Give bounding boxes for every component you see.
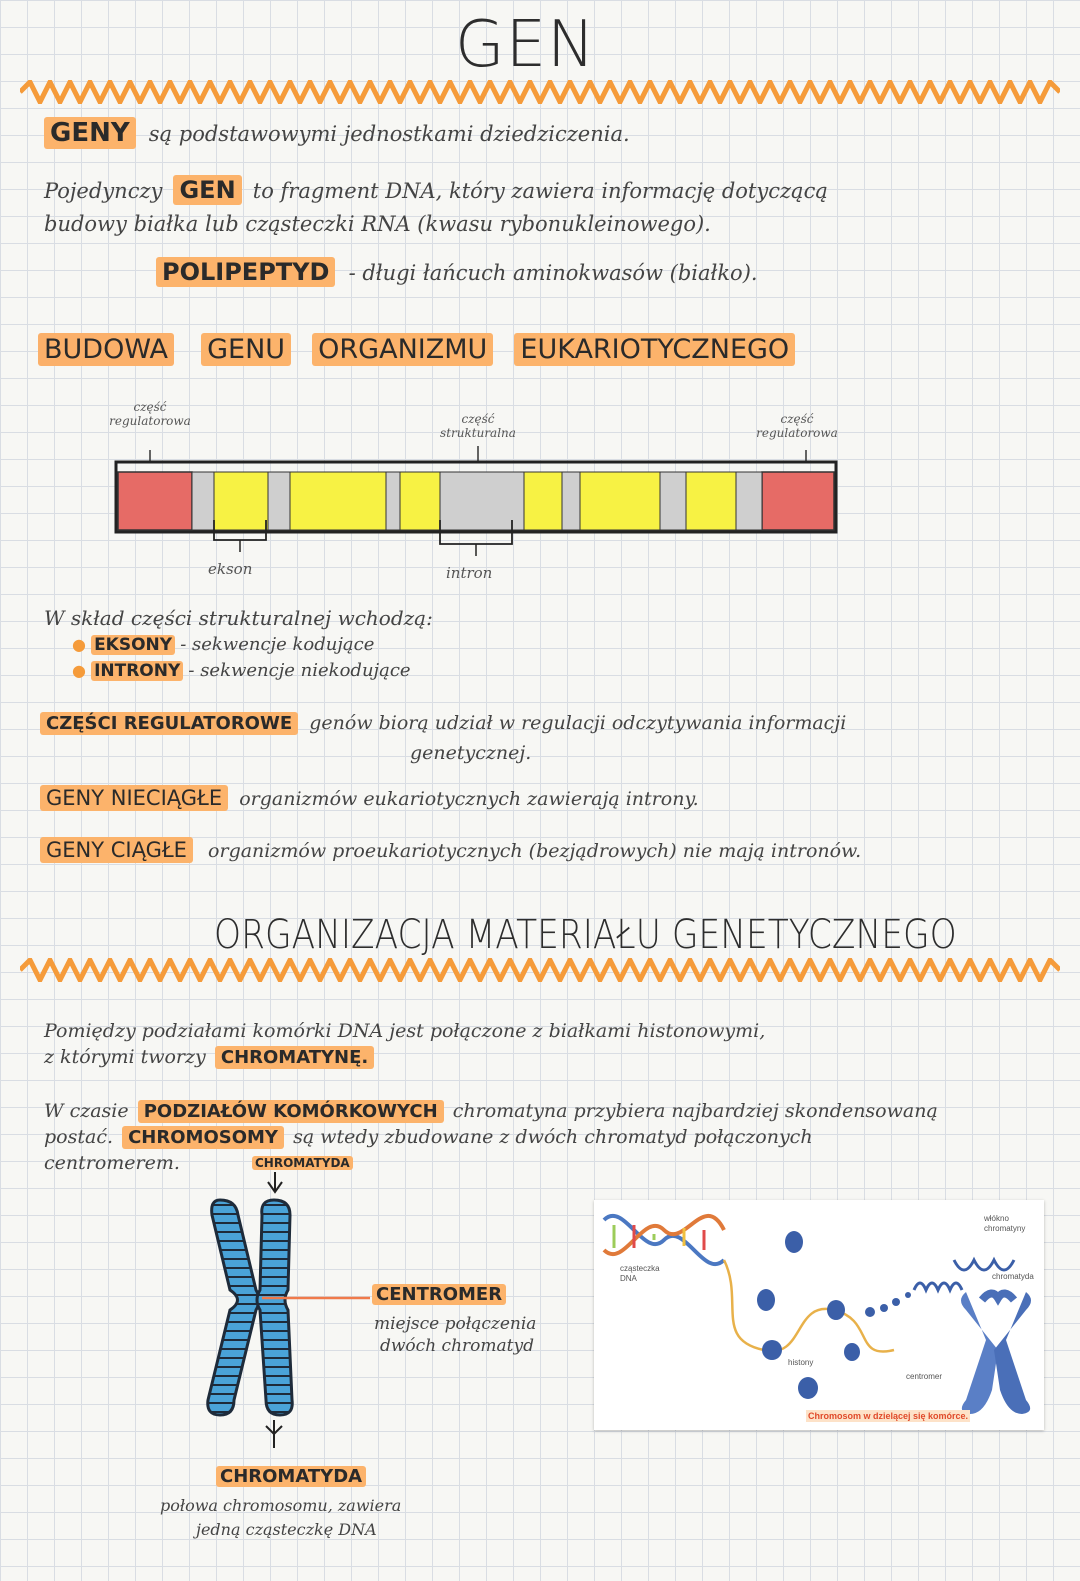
organization-text-2a: W czasie: [44, 1100, 129, 1122]
intro-text-3: budowy białka lub cząsteczki RNA (kwasu rybonukleinowego).: [44, 212, 711, 236]
section-title-organizacja: ORGANIZACJA MATERIAŁU GENETYCZNEGO: [214, 912, 957, 958]
nucleosome-icon: [762, 1340, 782, 1360]
label-regulatory-right: część regulatorowa: [756, 412, 838, 440]
intro-line-2: [44, 176, 828, 204]
label-regulatory-left: część regulatorowa: [109, 400, 191, 428]
keyword-podzialow-komorkowych: PODZIAŁÓW KOMÓRKOWYCH: [138, 1100, 444, 1123]
organization-text-2c: postać.: [44, 1126, 113, 1148]
zigzag-divider-middle: [20, 958, 1060, 982]
label-centromere-figure: centromer: [906, 1372, 943, 1381]
regulatory-text-2: genetycznej.: [410, 742, 532, 764]
organization-para-1a: Pomiędzy podziałami komórki DNA jest połączone z białkami histonowymi,: [44, 1020, 766, 1042]
dna-to-chromosome-illustration: [594, 1200, 1044, 1430]
intro-text-2a: Pojedynczy: [44, 179, 163, 203]
intro-line-1: [44, 118, 630, 148]
structure-bullet-exons: ● EKSONY - sekwencje kodujące: [72, 634, 375, 655]
label-chromatid-top: CHROMATYDA: [252, 1156, 353, 1170]
label-chromatid-figure: chromatyda: [992, 1272, 1034, 1281]
intron-segment: [562, 472, 580, 530]
keyword-chromosomy: CHROMOSOMY: [122, 1126, 284, 1149]
label-dna-molecule: cząsteczka DNA: [620, 1264, 660, 1283]
chromosome-drawing: [190, 1170, 390, 1450]
regulatory-region-left: [118, 472, 192, 530]
chromatid-description-2: jedną cząsteczkę DNA: [196, 1520, 377, 1539]
intron-segment: [660, 472, 686, 530]
structure-intro: W skład części strukturalnej wchodzą:: [44, 606, 433, 630]
organization-para-2a: [44, 1100, 938, 1122]
keyword-eksony: EKSONY: [91, 635, 175, 655]
continuous-text: organizmów proeukariotycznych (bezjądrowych) nie mają intronów.: [208, 840, 862, 862]
heading-word-4: EUKARIOTYCZNEGO: [514, 333, 795, 366]
centromer-description-2: dwóch chromatyd: [380, 1336, 534, 1356]
regulatory-text-1: genów biorą udział w regulacji odczytywania informacji: [309, 712, 847, 734]
structure-bullet-introns: ● INTRONY - sekwencje niekodujące: [72, 660, 411, 681]
page-title: GEN: [455, 8, 596, 82]
keyword-polipeptyd: POLIPEPTYD: [156, 257, 335, 287]
nucleosome-icon: [757, 1289, 775, 1311]
introns-description: - sekwencje niekodujące: [188, 660, 411, 681]
keyword-centromer: CENTROMER: [372, 1284, 506, 1305]
exon-segment: [400, 472, 440, 530]
exon-segment: [290, 472, 386, 530]
regulatory-region-right: [762, 472, 834, 530]
intron-segment: [268, 472, 290, 530]
label-structural: część strukturalna: [440, 412, 516, 440]
nucleosome-icon: [844, 1343, 860, 1361]
keyword-chromatyne: CHROMATYNĘ.: [215, 1046, 374, 1069]
intron-segment: [736, 472, 762, 530]
nucleosome-icon: [785, 1231, 803, 1253]
label-exon: ekson: [208, 560, 253, 578]
dna-helix-icon: [604, 1216, 724, 1264]
intron-segment: [192, 472, 214, 530]
keyword-geny-ciagle: GENY CIĄGŁE: [40, 837, 193, 863]
intron-segment: [386, 472, 400, 530]
figure-caption: Chromosom w dzielącej się komórce.: [808, 1411, 969, 1421]
exon-segment: [580, 472, 660, 530]
exon-segment: [686, 472, 736, 530]
chromatid-right: [257, 1200, 292, 1415]
condensed-chromosome-icon: [961, 1292, 1031, 1414]
heading-word-3: ORGANIZMU: [312, 333, 493, 366]
chromatid-left: [208, 1200, 259, 1415]
centromer-description-1: miejsce połączenia: [374, 1314, 537, 1334]
section-heading-budowa: [38, 334, 795, 365]
organization-text-2e: centromerem.: [44, 1152, 180, 1174]
continuous-genes-line: [40, 838, 861, 862]
exons-description: - sekwencje kodujące: [180, 634, 375, 655]
gene-structure-diagram: [100, 428, 860, 578]
keyword-chromatyda: CHROMATYDA: [216, 1466, 366, 1487]
intro-line-4: [156, 258, 758, 286]
organization-text-2b: chromatyna przybiera najbardziej skondensowaną: [452, 1100, 938, 1122]
label-intron: intron: [446, 564, 493, 582]
organization-para-1b: [44, 1046, 374, 1068]
discontinuous-text: organizmów eukariotycznych zawierają introny.: [239, 788, 699, 810]
intro-text-4: - długi łańcuch aminokwasów (białko).: [348, 261, 758, 285]
regulatory-line: [40, 712, 846, 734]
organization-para-2c: [44, 1126, 813, 1148]
keyword-geny: GENY: [44, 117, 136, 149]
label-chromatin-fiber: włókno chromatyny: [984, 1214, 1026, 1233]
nucleosome-icon: [798, 1377, 818, 1399]
heading-word-1: BUDOWA: [38, 333, 174, 366]
exon-segment: [524, 472, 562, 530]
intro-text-2b: to fragment DNA, który zawiera informację dotyczącą: [252, 179, 828, 203]
chromatid-description-1: połowa chromosomu, zawiera: [160, 1496, 402, 1515]
keyword-introny: INTRONY: [91, 661, 183, 681]
exon-segment: [214, 472, 268, 530]
organization-text-1b: z którymi tworzy: [44, 1046, 206, 1068]
organization-text-2d: są wtedy zbudowane z dwóch chromatyd połączonych: [293, 1126, 813, 1148]
nucleosome-icon: [827, 1300, 845, 1320]
discontinuous-genes-line: [40, 786, 699, 810]
chromosome-figure: [594, 1200, 1044, 1430]
label-histones: histony: [788, 1358, 814, 1367]
heading-word-2: GENU: [201, 333, 291, 366]
keyword-czesci-regulatorowe: CZĘŚCI REGULATOROWE: [40, 712, 298, 735]
zigzag-divider-top: [20, 80, 1060, 104]
intro-text-1: są podstawowymi jednostkami dziedziczenia.: [148, 122, 630, 146]
keyword-gen: GEN: [173, 175, 241, 205]
keyword-geny-nieciagle: GENY NIECIĄGŁE: [40, 785, 228, 811]
